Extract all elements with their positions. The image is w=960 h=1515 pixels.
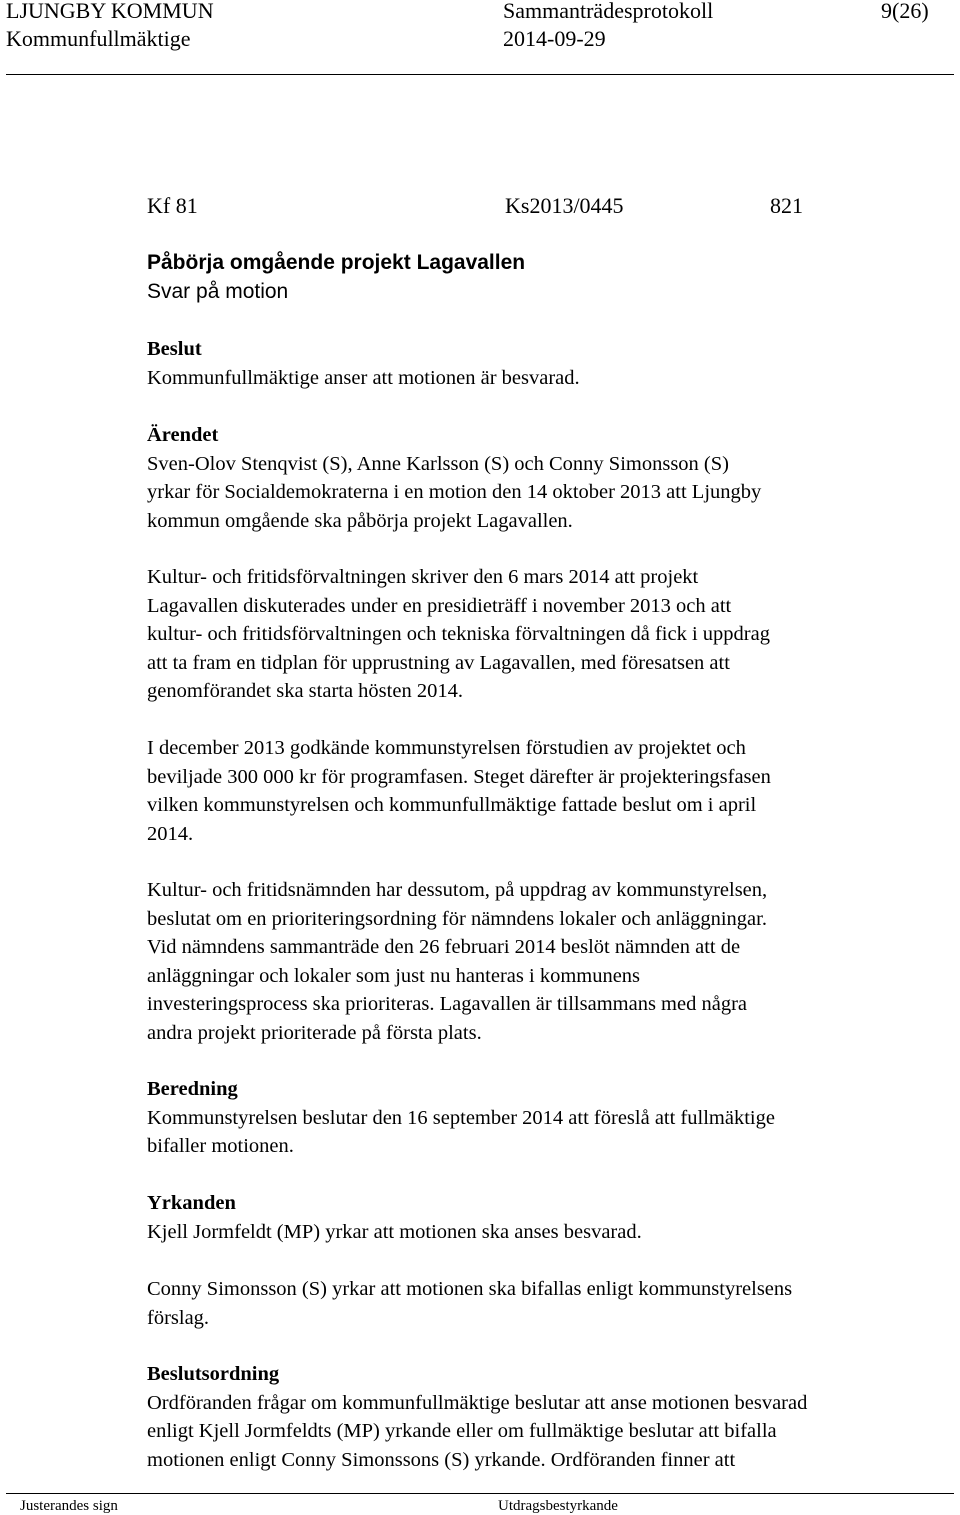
org-name: LJUNGBY KOMMUN: [6, 0, 214, 23]
case-title: Påbörja omgående projekt Lagavallen: [147, 251, 526, 274]
section-arendet: [147, 421, 947, 535]
meeting-date: 2014-09-29: [503, 26, 606, 51]
paragraph: Conny Simonsson (S) yrkar att motionen ska bifallas enligt kommunstyrelsens förslag.: [147, 1278, 793, 1329]
section-text: Ordföranden frågar om kommunfullmäktige beslutar att anse motionen besvarad enligt Kjell Jormfeldts (MP) yrkande eller om fullmäktige beslutar att bifalla motionen enligt Conny Simonssons (S) yrkande. Ordföranden finner att: [147, 1391, 808, 1471]
section-beslutsordning: [147, 1360, 947, 1474]
section-text: Kommunstyrelsen beslutar den 16 september 2014 att föreslå att fullmäktige bifaller motionen.: [147, 1106, 775, 1157]
footer-divider: [6, 1493, 954, 1494]
case-subtitle: Svar på motion: [147, 280, 289, 303]
page-footer: [0, 1490, 960, 1515]
section-yrkanden: [147, 1189, 947, 1246]
archive-code: 821: [770, 193, 803, 218]
paragraph: Kultur- och fritidsförvaltningen skriver den 6 mars 2014 att projekt Lagavallen diskuterades under en presidieträff i november 2013 och att kultur- och fritidsförvaltningen och tekniska förvaltningen då fick i uppdrag att ta fram en tidplan för upprustning av Lagavallen, med föresatsen att genomförandet ska starta hösten 2014.: [147, 566, 770, 702]
paragraph: Kultur- och fritidsnämnden har dessutom, på uppdrag av kommunstyrelsen, beslutat om en prioriteringsordning för nämndens lokaler och anläggningar. Vid nämndens sammanträde den 26 februari 2014 beslöt nämnden att de anläggningar och lokaler som just nu hanteras i kommunens investeringsprocess ska prioriteras. Lagavallen är tillsammans med några andra projekt prioriterade på första plats.: [147, 879, 768, 1044]
section-heading: Beredning: [147, 1078, 238, 1100]
section-heading: Yrkanden: [147, 1192, 236, 1214]
page-header: [0, 0, 960, 80]
paragraph-block: [147, 563, 947, 706]
section-heading: Ärendet: [147, 424, 219, 446]
section-beredning: [147, 1075, 947, 1161]
footer-attest-label: Utdragsbestyrkande: [498, 1498, 618, 1514]
paragraph-block: [147, 876, 947, 1047]
paragraph: I december 2013 godkände kommunstyrelsen förstudien av projektet och beviljade 300 000 kr för programfasen. Steget därefter är projekteringsfasen vilken kommunstyrelsen och kommunfullmäktige fattade beslut om i april 2014.: [147, 737, 771, 845]
paragraph-number: Kf 81: [147, 193, 198, 218]
section-beslut: [147, 335, 947, 392]
case-number: Ks2013/0445: [505, 193, 624, 218]
footer-sign-label: Justerandes sign: [20, 1498, 118, 1514]
department: Kommunfullmäktige: [6, 26, 191, 51]
paragraph-block: [147, 1275, 947, 1332]
section-heading: Beslut: [147, 338, 202, 360]
page-number: 9(26): [881, 0, 929, 23]
document-type: Sammanträdesprotokoll: [503, 0, 714, 23]
paragraph: Sven-Olov Stenqvist (S), Anne Karlsson (S) och Conny Simonsson (S) yrkar för Socialdemokraterna i en motion den 14 oktober 2013 att Ljungby kommun omgående ska påbörja projekt Lagavallen.: [147, 452, 762, 532]
header-divider: [6, 74, 954, 75]
paragraph-block: [147, 734, 947, 848]
paragraph: Kjell Jormfeldt (MP) yrkar att motionen ska anses besvarad.: [147, 1220, 642, 1243]
section-heading: Beslutsordning: [147, 1363, 280, 1385]
section-text: Kommunfullmäktige anser att motionen är besvarad.: [147, 366, 580, 389]
